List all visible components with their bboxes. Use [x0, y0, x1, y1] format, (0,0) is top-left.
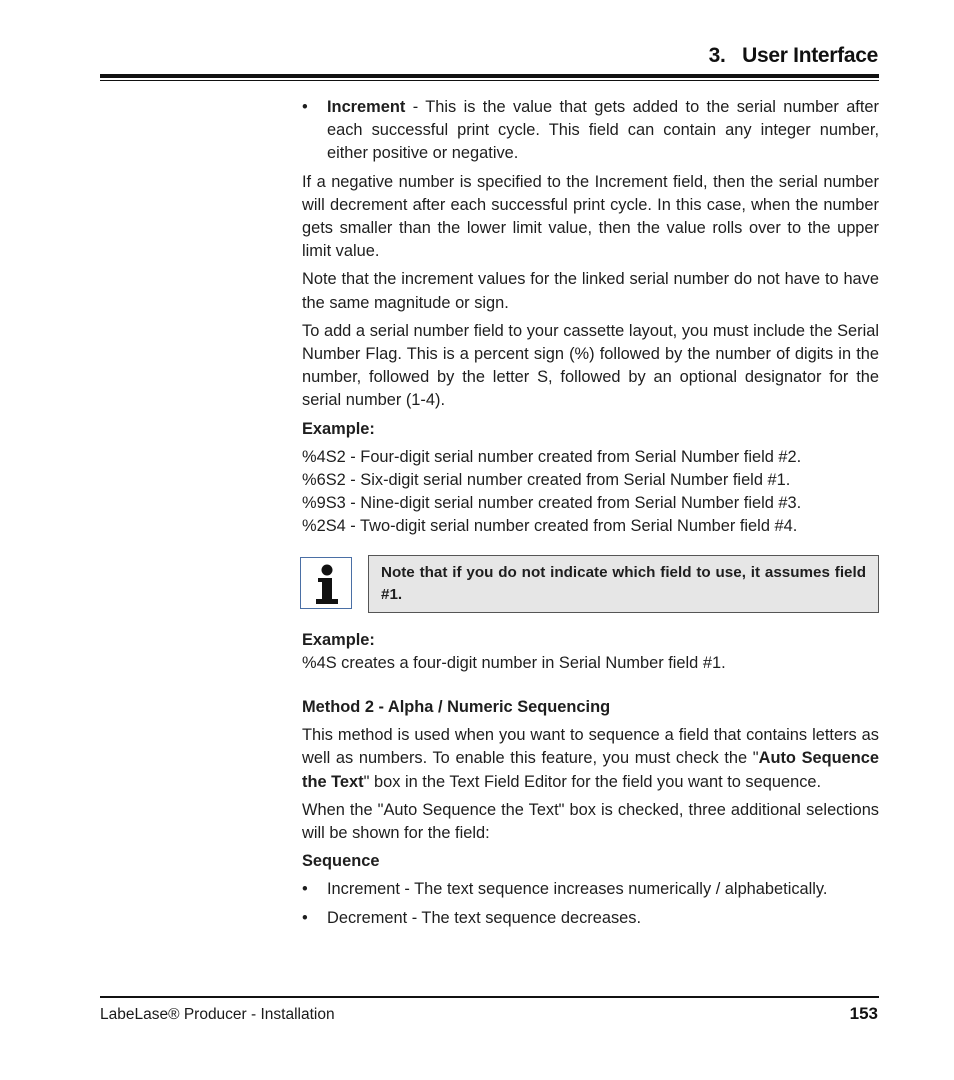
page-number: 153	[849, 1004, 878, 1023]
example-line: %9S3 - Nine-digit serial number created from Serial Number field #3.	[302, 494, 802, 513]
paragraph-method2: This method is used when you want to sequence a field that contains letters as well as numbers. To enable this feature, you must check the "Auto Sequence the Text" box in the Text Field Editor for the field you want to sequence.	[302, 726, 879, 791]
example-line: %2S4 - Two-digit serial number created from Serial Number field #4.	[302, 517, 798, 536]
increment-bullet	[302, 96, 879, 166]
paragraph-serial-flag: To add a serial number field to your cassette layout, you must include the Serial Number Flag. This is a percent sign (%) followed by the number of digits in the number, followed by the letter S, followed by an optional designator for the serial number (1-4).	[302, 321, 879, 410]
paragraph-linked-increment: Note that the increment values for the linked serial number do not have to have the same magnitude or sign.	[302, 270, 879, 312]
example-heading: Example:	[302, 419, 375, 438]
note-callout	[302, 555, 879, 613]
header-rule-thin	[100, 80, 879, 81]
increment-term: Increment	[327, 98, 406, 116]
example2-heading: Example:	[302, 630, 375, 649]
footer-document-title: LabeLase® Producer - Installation	[100, 1006, 335, 1023]
example-line: %4S2 - Four-digit serial number created from Serial Number field #2.	[302, 447, 802, 466]
footer-rule	[100, 996, 879, 998]
example2-line: %4S creates a four-digit number in Serial Number field #1.	[302, 653, 726, 672]
paragraph-negative-increment: If a negative number is specified to the Increment field, then the serial number will decrement after each successful print cycle. In this case, when the number gets smaller than the lower limit value, then the value rolls over to the upper limit value.	[302, 172, 879, 261]
example-list	[302, 446, 879, 539]
auto-sequence-term: Auto Sequence the Text	[302, 749, 879, 791]
paragraph-auto-sequence: When the "Auto Sequence the Text" box is checked, three additional selections will be shown for the field:	[302, 800, 879, 843]
header-rule	[100, 74, 879, 78]
method2-heading: Method 2 - Alpha / Numeric Sequencing	[302, 698, 611, 717]
note-text: Note that if you do not indicate which field to use, it assumes field #1.	[368, 555, 879, 613]
sequence-heading: Sequence	[302, 852, 380, 871]
info-icon	[300, 557, 352, 609]
increment-text: - This is the value that gets added to the serial number after each successful print cycle. This field can contain any integer number, either positive or negative.	[327, 98, 879, 163]
sequence-bullet-increment: • Increment - The text sequence increases numerically / alphabetically.	[302, 878, 879, 901]
section-spacer	[302, 680, 879, 696]
main-content	[302, 96, 879, 935]
example-line: %6S2 - Six-digit serial number created from Serial Number field #1.	[302, 471, 791, 490]
page-header-title: 3. User Interface	[708, 44, 878, 67]
sequence-bullet-decrement: • Decrement - The text sequence decreases.	[302, 907, 879, 930]
